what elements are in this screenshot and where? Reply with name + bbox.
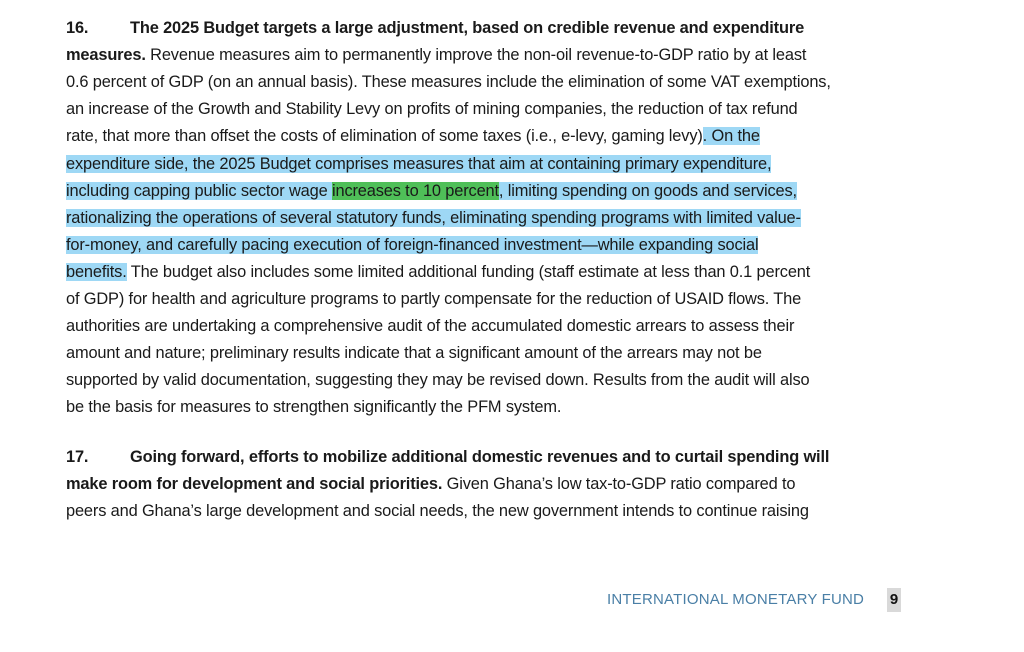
text-line xyxy=(66,471,795,498)
body-text: Given Ghana’s low tax-to-GDP ratio compared to xyxy=(442,475,796,494)
page-number: 9 xyxy=(887,588,901,612)
text-line xyxy=(66,259,810,286)
paragraph-number: 17. xyxy=(66,448,89,466)
text-line xyxy=(66,69,831,96)
text-line xyxy=(66,444,829,471)
text-line xyxy=(66,151,771,178)
body-text: authorities are undertaking a comprehensive audit of the accumulated domestic arrears to assess their xyxy=(66,317,795,336)
highlighted-text: . On the xyxy=(702,127,760,146)
text-line xyxy=(66,313,794,340)
bold-heading-text: The 2025 Budget targets a large adjustment, based on credible revenue and expenditure xyxy=(130,19,805,37)
text-line xyxy=(66,394,561,421)
bold-heading-text: measures. xyxy=(66,46,146,65)
body-text: of GDP) for health and agriculture programs to partly compensate for the reduction of USAID flows. The xyxy=(66,290,802,308)
body-text: Revenue measures aim to permanently improve the non-oil revenue-to-GDP ratio by at least xyxy=(145,46,807,65)
text-line xyxy=(66,178,797,205)
highlighted-text: expenditure side, the 2025 Budget comprises measures that aim at containing primary expenditure, xyxy=(66,154,772,173)
bold-heading-text: Going forward, efforts to mobilize additional domestic revenues and to curtail spending will xyxy=(130,448,830,466)
text-line xyxy=(66,96,798,123)
text-line xyxy=(66,15,804,42)
text-line xyxy=(66,205,801,232)
paragraph-number: 16. xyxy=(66,19,89,37)
body-text: The budget also includes some limited additional funding (staff estimate at less than 0.1 percent xyxy=(126,262,811,281)
body-text: be the basis for measures to strengthen significantly the PFM system. xyxy=(66,398,562,417)
highlighted-text: increases to 10 percent xyxy=(331,181,499,200)
highlighted-text: for-money, and carefully pacing execution of foreign-financed investment—while expanding social xyxy=(66,235,759,254)
highlighted-text: , limiting spending on goods and services, xyxy=(498,181,797,200)
highlighted-text: benefits. xyxy=(66,262,127,281)
bold-heading-text: make room for development and social priorities. xyxy=(66,475,443,494)
text-line xyxy=(66,42,806,69)
body-text: rate, that more than offset the costs of elimination of some taxes (i.e., e-levy, gaming levy) xyxy=(66,127,703,146)
text-line xyxy=(66,367,809,394)
text-line xyxy=(66,340,762,367)
text-line xyxy=(66,498,809,525)
text-line xyxy=(66,232,758,259)
text-line xyxy=(66,286,801,313)
footer-label: INTERNATIONAL MONETARY FUND xyxy=(607,591,865,608)
highlighted-text: including capping public sector wage xyxy=(66,181,332,200)
body-text: peers and Ghana’s large development and social needs, the new government intends to continue raising xyxy=(66,502,809,521)
text-line xyxy=(66,123,760,150)
body-text: an increase of the Growth and Stability Levy on profits of mining companies, the reduction of tax refund xyxy=(66,100,798,119)
body-text: 0.6 percent of GDP (on an annual basis). These measures include the elimination of some VAT exemptions, xyxy=(66,73,831,92)
body-text: amount and nature; preliminary results indicate that a significant amount of the arrears may not be xyxy=(66,344,762,363)
highlighted-text: rationalizing the operations of several statutory funds, eliminating spending programs with limited value- xyxy=(66,208,801,227)
body-text: supported by valid documentation, suggesting they may be revised down. Results from the audit will also xyxy=(66,371,810,390)
